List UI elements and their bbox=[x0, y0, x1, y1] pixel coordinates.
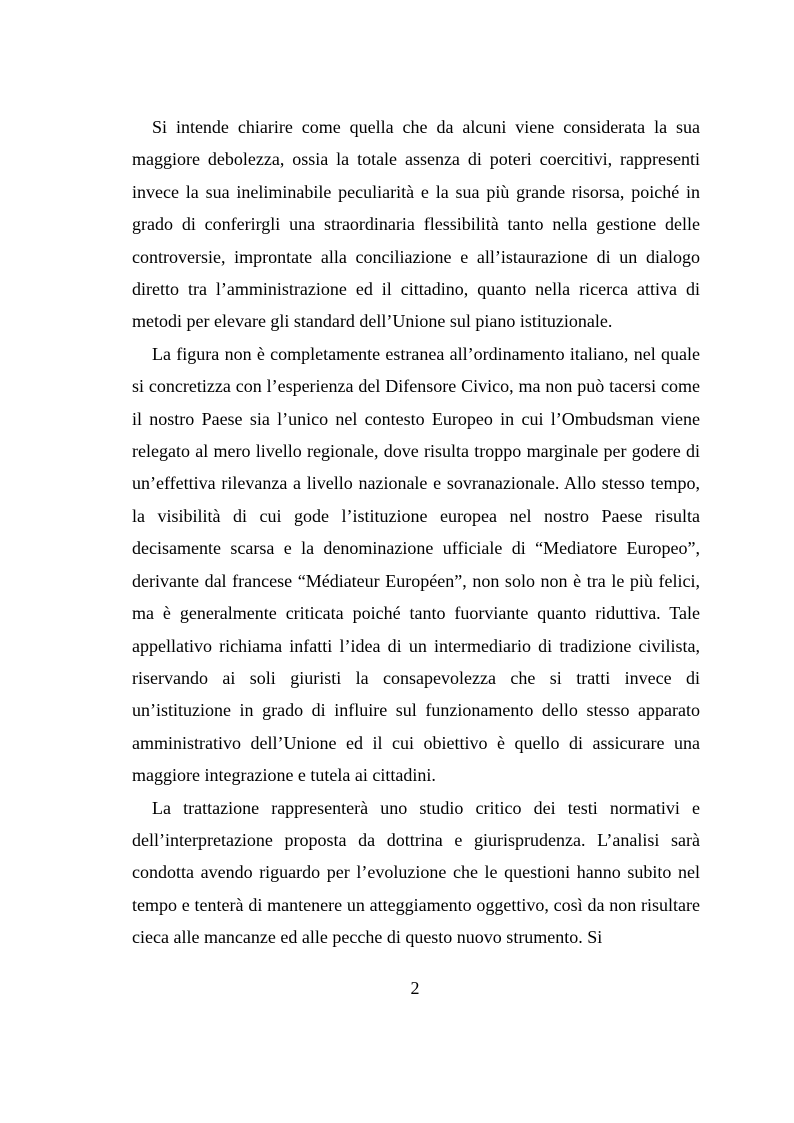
page-number: 2 bbox=[410, 978, 420, 998]
body-text bbox=[132, 111, 700, 954]
paragraph-3: La trattazione rappresenterà uno studio critico dei testi normativi e dell’interpretazione proposta da dottrina e giurisprudenza. L’analisi sarà condotta avendo riguardo per l’evoluzione che le questioni hanno subito nel tempo e tenterà di mantenere un atteggiamento oggettivo, così da non risultare cieca alle mancanze ed alle pecche di questo nuovo strumento. Si bbox=[132, 797, 700, 948]
paragraph-2: La figura non è completamente estranea all’ordinamento italiano, nel quale si concretizza con l’esperienza del Difensore Civico, ma non può tacersi come il nostro Paese sia l’unico nel contesto Europeo in cui l’Ombudsman viene relegato al mero livello regionale, dove risulta troppo marginale per godere di un’effettiva rilevanza a livello nazionale e sovranazionale. Allo stesso tempo, la visibilità di cui gode l’istituzione europea nel nostro Paese risulta decisamente scarsa e la denominazione ufficiale di “Mediatore Europeo”, derivante dal francese “Médiateur Européen”, non solo non è tra le più felici, ma è generalmente criticata poiché tanto fuorviante quanto riduttiva. Tale appellativo richiama infatti l’idea di un intermediario di tradizione civilista, riservando ai soli giuristi la consapevolezza che si tratti invece di un’istituzione in grado di influire sul funzionamento dello stesso apparato amministrativo dell’Unione ed il cui obiettivo è quello di assicurare una maggiore integrazione e tutela ai cittadini. bbox=[132, 343, 700, 786]
paragraph-1: Si intende chiarire come quella che da alcuni viene considerata la sua maggiore debolezza, ossia la totale assenza di poteri coercitivi, rappresenti invece la sua ineliminabile peculiarità e la sua più grande risorsa, poiché in grado di conferirgli una straordinaria flessibilità tanto nella gestione delle controversie, improntate alla conciliazione e all’istaurazione di un dialogo diretto tra l’amministrazione ed il cittadino, quanto nella ricerca attiva di metodi per elevare gli standard dell’Unione sul piano istituzionale. bbox=[132, 117, 700, 332]
